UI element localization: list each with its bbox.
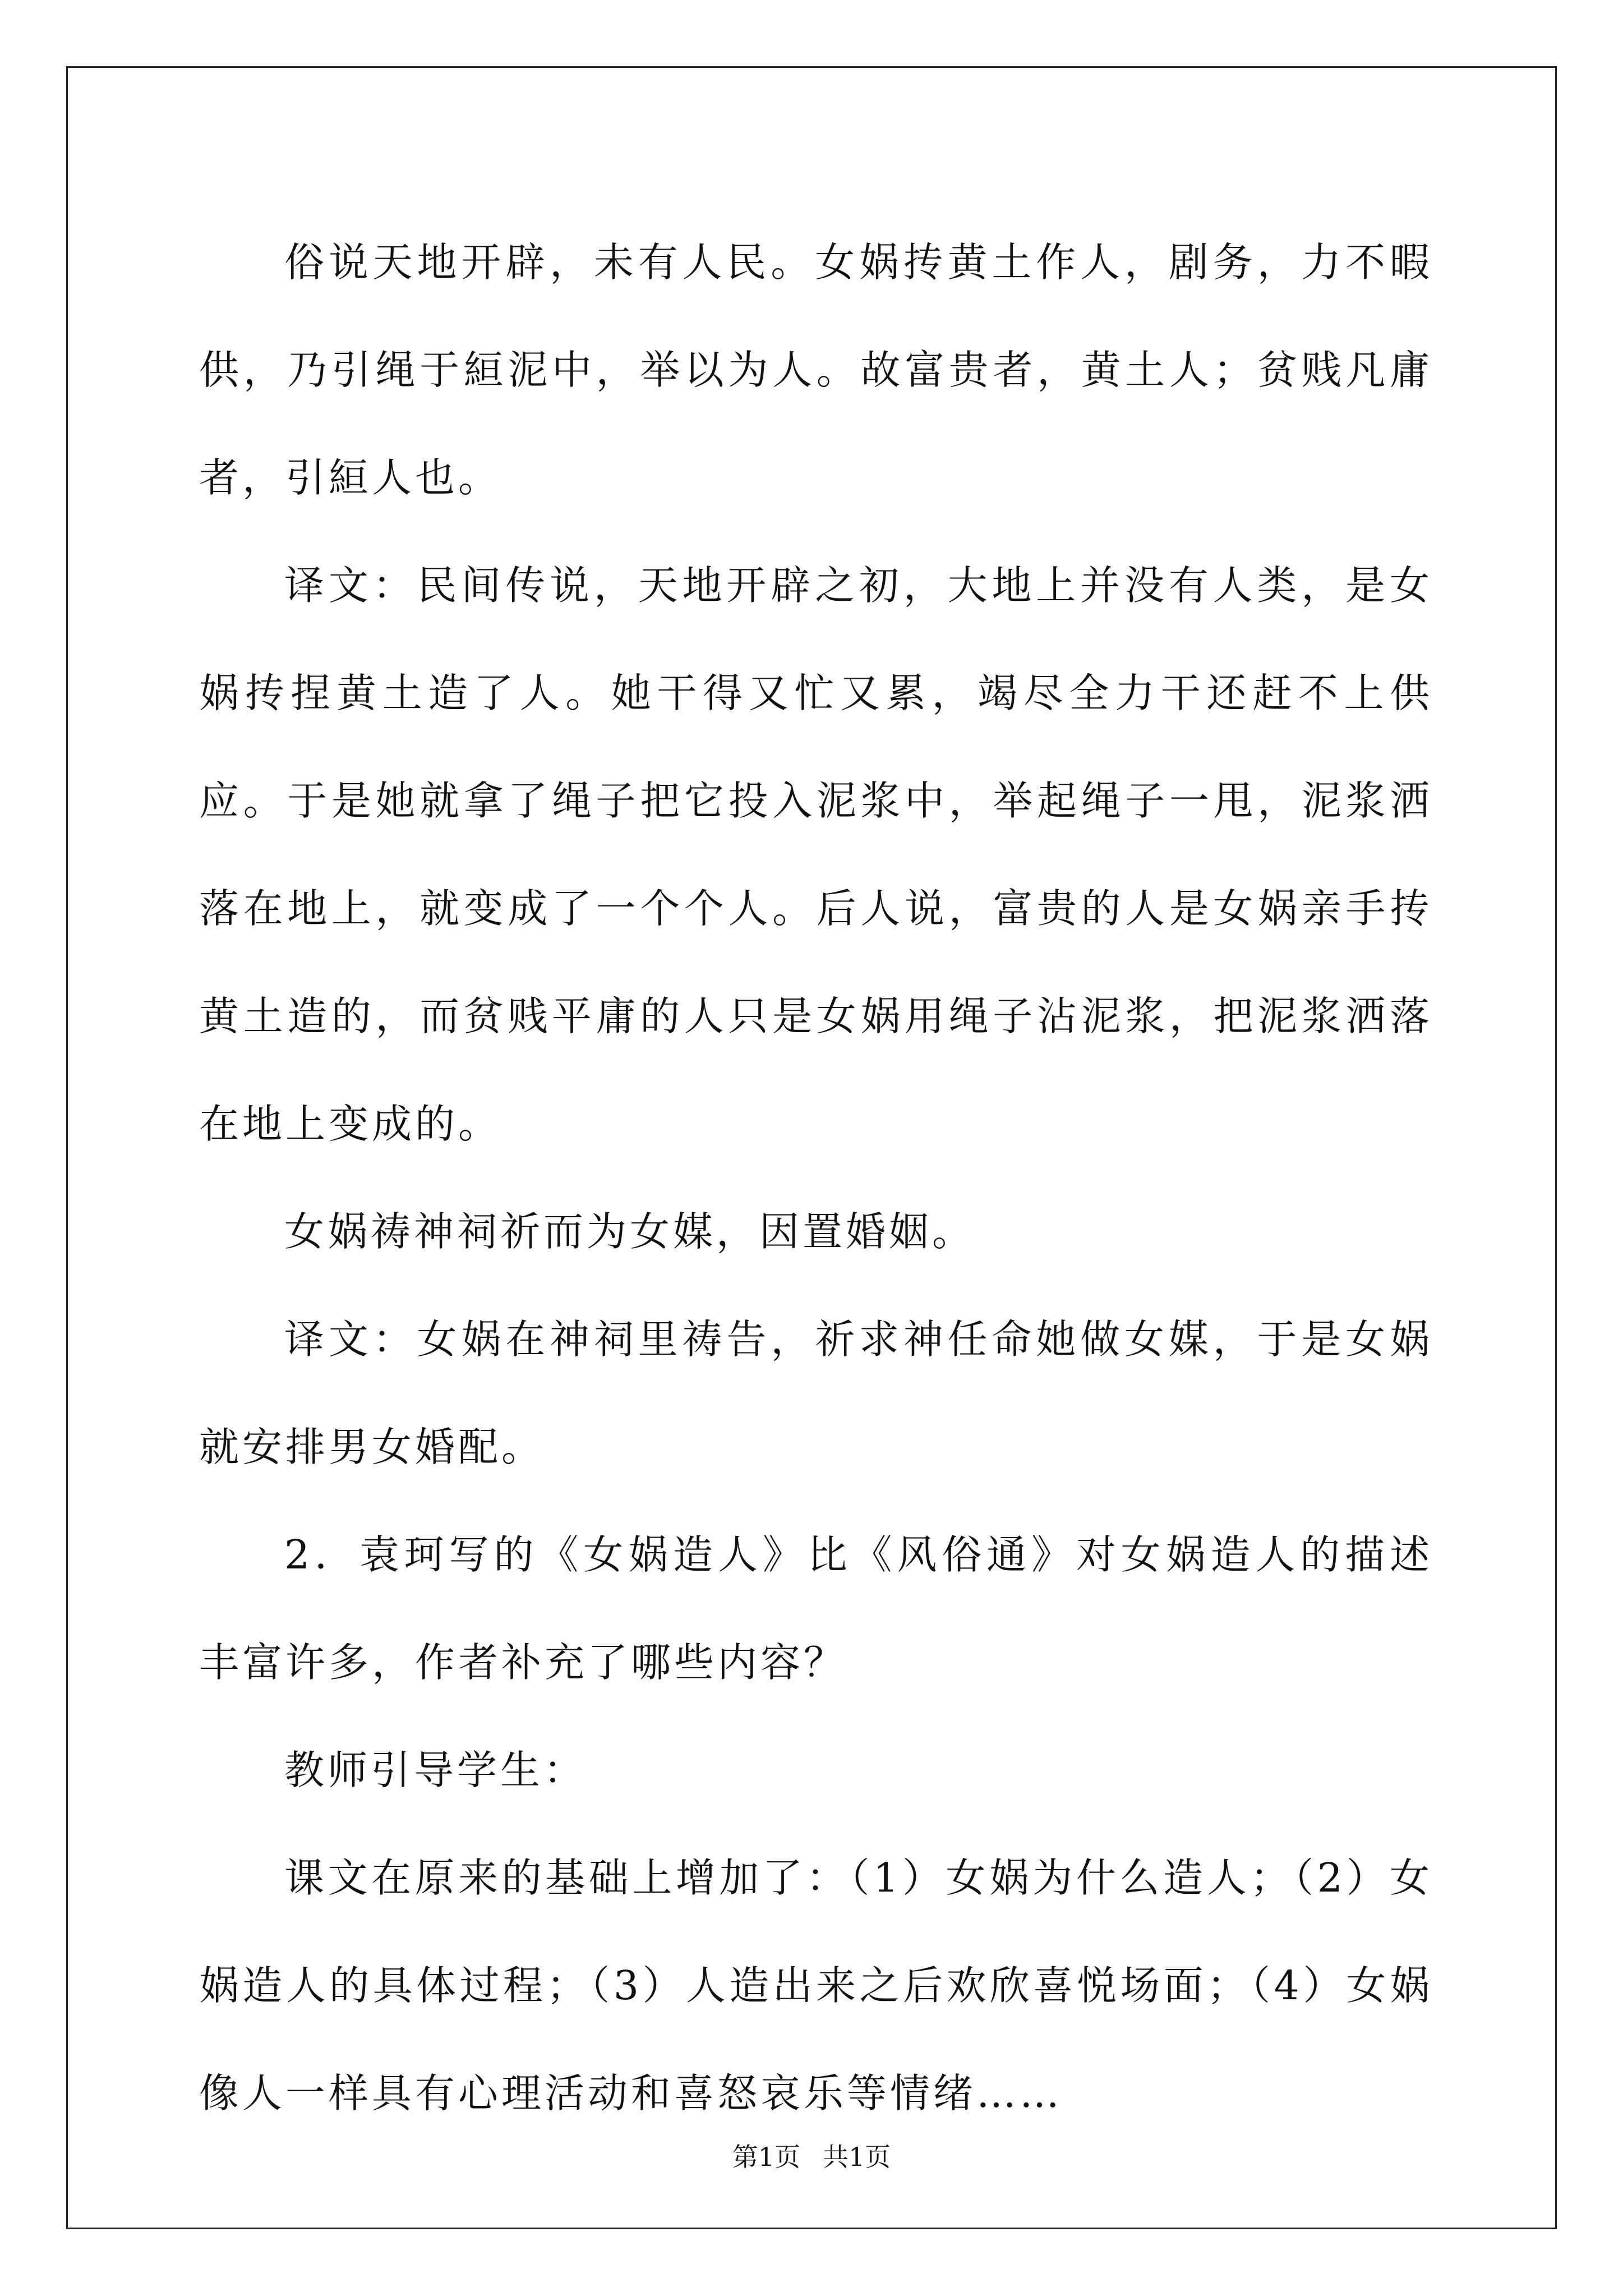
paragraph-original-text-2: 女娲祷神祠祈而为女媒，因置婚姻。 [284, 1208, 976, 1255]
paragraph-question-2: 2．袁珂写的《女娲造人》比《风俗通》对女娲造人的描述丰富许多，作者补充了哪些内容？ [199, 1531, 1433, 1686]
page-total: 共1页 [823, 2142, 891, 2172]
paragraph-answer: 课文在原来的基础上增加了：（1）女娲为什么造人；（2）女娲造人的具体过程；（3）人造出来之后欢欣喜悦场面；（4）女娲像人一样具有心理活动和喜怒哀乐等情绪…… [199, 1855, 1433, 2116]
page-number: 第1页 [732, 2142, 800, 2172]
paragraph-original-text-1: 俗说天地开辟，未有人民。女娲抟黄土作人，剧务，力不暇供，乃引绳于絙泥中，举以为人。故富贵者，黄土人；贫贱凡庸者，引絙人也。 [199, 239, 1433, 501]
page-footer [0, 2140, 1623, 2174]
paragraph-translation-1: 译文：民间传说，天地开辟之初，大地上并没有人类，是女娲抟捏黄土造了人。她干得又忙又累，竭尽全力干还赶不上供应。于是她就拿了绳子把它投入泥浆中，举起绳子一甩，泥浆洒落在地上，就变成了一个个人。后人说，富贵的人是女娲亲手抟黄土造的，而贫贱平庸的人只是女娲用绳子沾泥浆，把泥浆洒落在地上变成的。 [199, 562, 1433, 1147]
document-body [199, 209, 1433, 2147]
paragraph-teacher-guidance: 教师引导学生： [284, 1747, 587, 1793]
paragraph-translation-2: 译文：女娲在神祠里祷告，祈求神任命她做女媒，于是女娲就安排男女婚配。 [199, 1316, 1433, 1470]
